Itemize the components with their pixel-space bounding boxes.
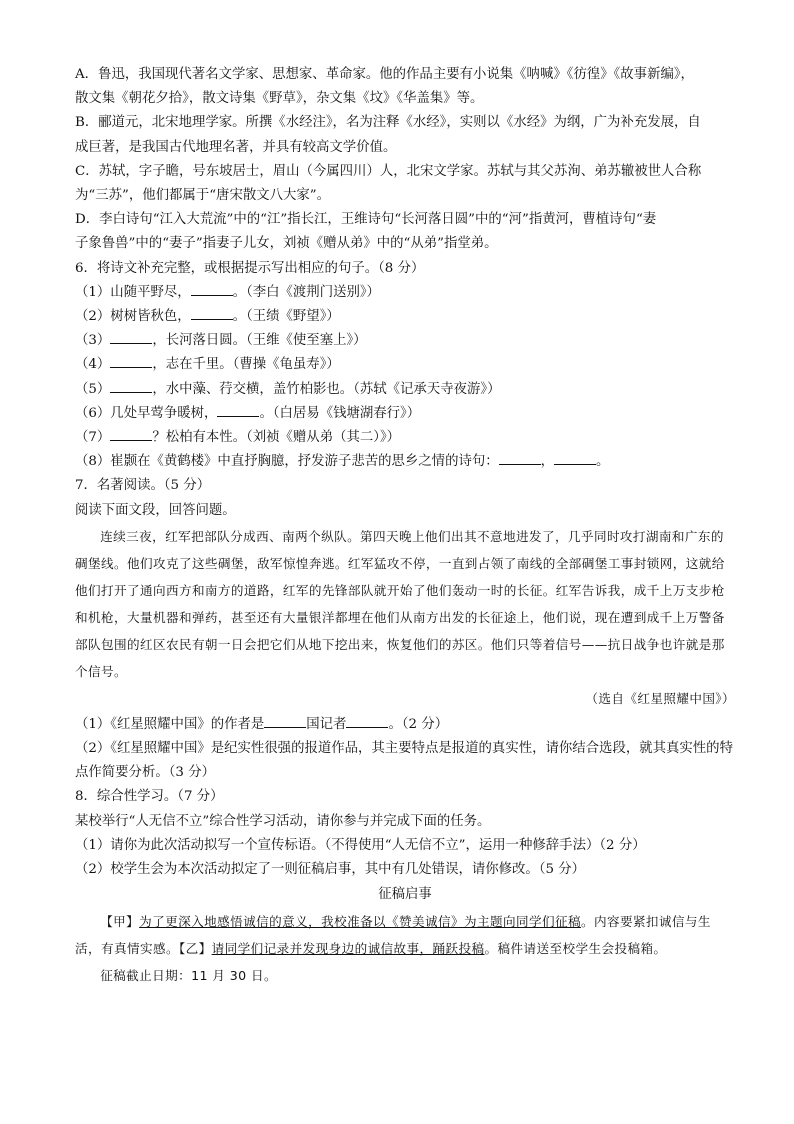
marker-yi: 【乙】 xyxy=(178,941,212,957)
q6-item-4-pre: （4） xyxy=(75,357,111,373)
q6-item-6 xyxy=(75,402,735,426)
question-7-instruction: 阅读下面文段，回答问题。 xyxy=(75,502,236,518)
q6-item-7-post: ？松柏有本性。（刘祯《赠从弟（其二）》） xyxy=(152,430,401,446)
question-6-title: 6．将诗文补充完整，或根据提示写出相应的句子。（8 分） xyxy=(75,260,425,276)
q6-item-3-pre: （3） xyxy=(75,333,111,349)
answer-blank[interactable] xyxy=(499,451,541,465)
option-b-line-2: 成巨著，是我国古代地理名著，并具有较高文学价值。 xyxy=(75,139,397,155)
q8-sub-1: （1）请你为此次活动拟写一个宣传标语。（不得使用“人无信不立”，运用一种修辞手法）（2 分） xyxy=(75,837,646,853)
answer-blank[interactable] xyxy=(110,379,152,393)
q6-item-1-pre: （1）山随平野尽， xyxy=(75,284,191,300)
answer-blank[interactable] xyxy=(264,714,306,728)
q6-item-7 xyxy=(75,426,735,450)
question-8 xyxy=(75,785,735,989)
q6-item-8-pre: （8）崔颢在《黄鹤楼》中直抒胸臆，抒发游子悲苦的思乡之情的诗句： xyxy=(75,454,499,470)
q8-sub-2: （2）校学生会为本次活动拟定了一则征稿启事，其中有几处错误，请你修改。（5 分） xyxy=(75,862,586,878)
answer-blank[interactable] xyxy=(217,403,259,417)
question-7-title: 7．名著阅读。（5 分） xyxy=(75,478,211,494)
answer-blank[interactable] xyxy=(191,282,233,296)
notice-title: 征稿启事 xyxy=(378,887,432,903)
question-6 xyxy=(75,257,735,475)
answer-blank[interactable] xyxy=(110,330,152,344)
q7-sub-1 xyxy=(75,713,735,737)
question-7 xyxy=(75,474,735,785)
q6-item-6-post: 。（白居易《钱塘湖春行》） xyxy=(259,405,421,421)
answer-blank[interactable] xyxy=(191,306,233,320)
q6-item-2 xyxy=(75,305,735,329)
notice-end-text: 。稿件请送至校学生会投稿箱。 xyxy=(484,941,667,957)
q6-item-4 xyxy=(75,353,735,377)
q6-item-5-pre: （5） xyxy=(75,381,111,397)
sentence-yi: 请同学们记录并发现身边的诚信故事，踊跃投稿 xyxy=(211,941,485,957)
q7-sub-1-pre: （1）《红星照耀中国》的作者是 xyxy=(75,716,265,732)
notice-middle-text: 。内容要紧扣诚信与生活，有真情实感。 xyxy=(75,914,711,957)
option-a-line-1: A．鲁迅，我国现代著名文学家、思想家、革命家。他的作品主要有小说集《呐喊》《彷徨》《故事新编》， xyxy=(75,67,694,82)
option-b-line-1: B．郦道元，北宋地理学家。所撰《水经注》，名为注释《水经》，实则以《水经》为纲，广为补充发展，自 xyxy=(75,115,701,131)
q6-item-3-post: ，长河落日圆。（王维《使至塞上》） xyxy=(152,333,367,349)
reading-passage: 连续三夜，红军把部队分成西、南两个纵队。第四天晚上他们出其不意地进发了，几乎同时攻打湖南和广东的碉堡线。他们攻克了这些碉堡，敌军惊惶奔逃。红军猛攻不停，一直到占领了南线的全部碉堡工事封锁网，这就给他们打开了通向西方和南方的道路，红军的先锋部队就开始了他们轰动一时的长征。红军告诉我，成千上万支步枪和机枪，大量机器和弹药，甚至还有大量银洋都埋在他们从南方出发的长征途上，他们说，现在遭到成千上万警备部队包围的红区农民有朝一日会把它们从地下挖出来，恢复他们的苏区。他们只等着信号——抗日战争也许就是那个信号。 xyxy=(75,528,725,679)
answer-blank[interactable] xyxy=(346,714,388,728)
notice-deadline: 征稿截止日期：11 月 30 日。 xyxy=(100,968,277,984)
option-c-line-2: 为“三苏”，他们都属于“唐宋散文八大家”。 xyxy=(75,188,331,204)
option-a-line-2: 散文集《朝花夕拾》，散文诗集《野草》，杂文集《坟》《华盖集》等。 xyxy=(75,91,484,107)
sentence-jia: 为了更深入地感悟诚信的意义，我校准备以《赞美诚信》为主题向同学们征稿 xyxy=(139,914,581,930)
q6-item-6-pre: （6）几处早莺争暖树， xyxy=(75,405,218,421)
option-d-line-2: 子象鲁兽”中的“妻子”指妻子儿女，刘祯《赠从弟》中的“从弟”指堂弟。 xyxy=(75,236,498,252)
q6-item-8 xyxy=(75,450,735,474)
question-8-title: 8．综合性学习。（7 分） xyxy=(75,789,224,805)
q6-item-7-pre: （7） xyxy=(75,430,111,446)
exam-page xyxy=(75,63,735,989)
passage-source: （选自《红星照耀中国》） xyxy=(585,690,735,706)
option-c-line-1: C．苏轼，字子瞻，号东坡居士，眉山（今属四川）人，北宋文学家。苏轼与其父苏洵、弟苏辙被世人合称 xyxy=(75,163,702,179)
q6-item-3 xyxy=(75,329,735,353)
q6-item-2-post: 。（王绩《野望》） xyxy=(232,309,340,325)
q7-sub-1-post: 。（2 分） xyxy=(388,716,449,732)
q6-item-8-mid: ， xyxy=(540,454,555,470)
notice-body xyxy=(75,908,735,962)
question-8-intro: 某校举行“人无信不立”综合性学习活动，请你参与并完成下面的任务。 xyxy=(75,813,491,829)
q6-item-1 xyxy=(75,281,735,305)
q6-item-1-post: 。（李白《渡荆门送别》） xyxy=(232,284,380,300)
answer-blank[interactable] xyxy=(110,354,152,368)
q6-item-4-post: ，志在千里。（曹操《龟虽寿》） xyxy=(152,357,340,373)
q6-item-8-post: 。 xyxy=(596,454,610,470)
q7-sub-2: （2）《红星照耀中国》是纪实性很强的报道作品，其主要特点是报道的真实性，请你结合选段，就其真实性的特点作简要分析。（3 分） xyxy=(75,741,733,781)
answer-blank[interactable] xyxy=(110,427,152,441)
answer-blank[interactable] xyxy=(554,451,596,465)
q6-item-5 xyxy=(75,378,735,402)
q7-sub-1-mid: 国记者 xyxy=(306,716,347,732)
q6-item-2-pre: （2）树树皆秋色， xyxy=(75,309,191,325)
q6-item-5-post: ，水中藻、荇交横，盖竹柏影也。（苏轼《记承天寺夜游》） xyxy=(152,381,501,397)
marker-jia: 【甲】 xyxy=(100,914,140,930)
option-list xyxy=(75,63,735,257)
option-d-line-1: D．李白诗句“江入大荒流”中的“江”指长江，王维诗句“长河落日圆”中的“河”指黄河，曹植诗句“妻 xyxy=(75,212,657,228)
